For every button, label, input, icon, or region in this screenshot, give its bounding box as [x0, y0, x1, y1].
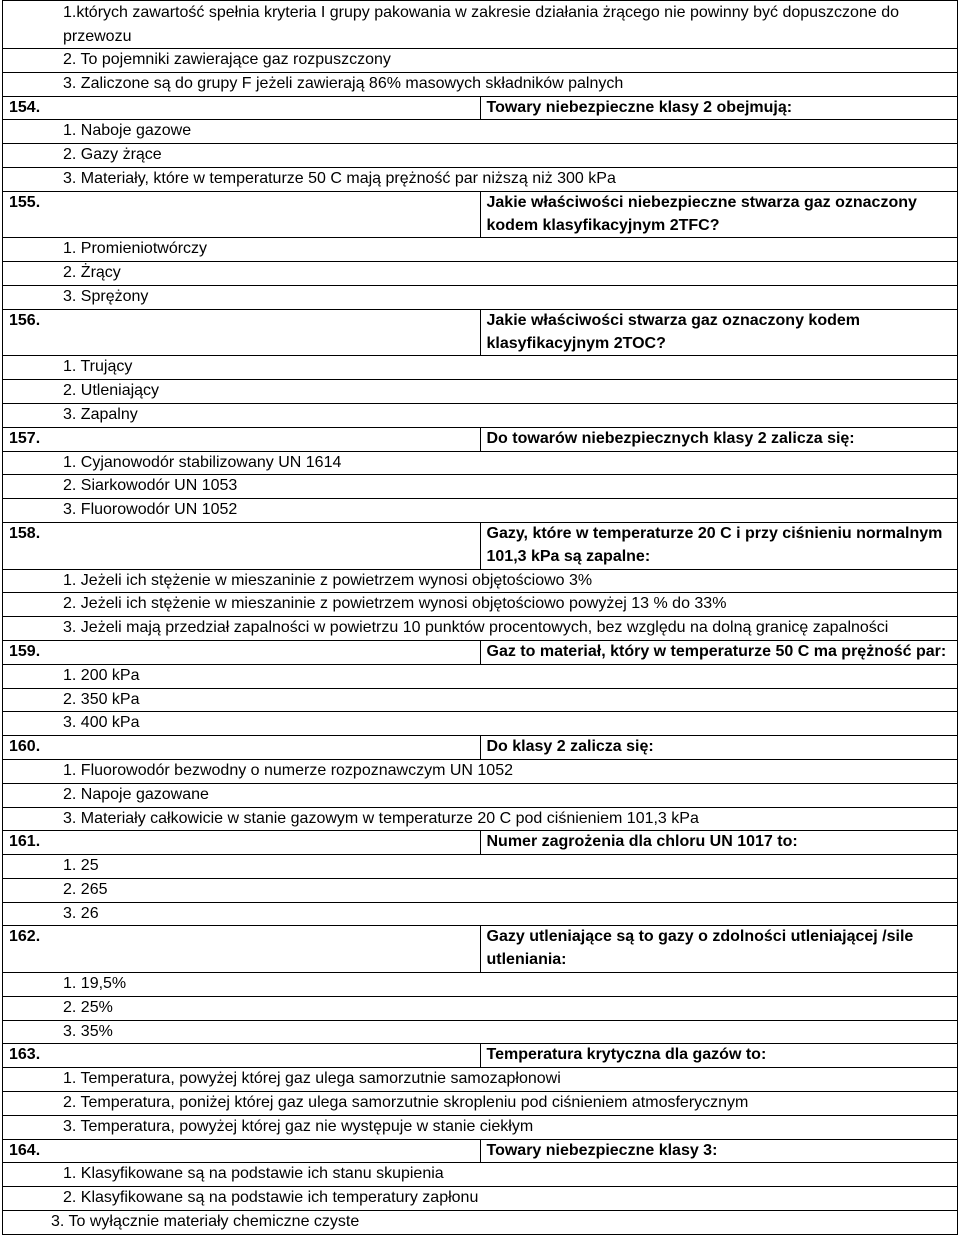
answer-row [3, 593, 958, 617]
answer-text: 1. Fluorowodór bezwodny o numerze rozpoznawczym UN 1052 [3, 759, 958, 783]
question-row [3, 522, 958, 569]
table-row [3, 49, 958, 73]
answer-text: 1. Klasyfikowane są na podstawie ich stanu skupienia [3, 1163, 958, 1187]
question-number: 157. [3, 427, 481, 451]
table-row [3, 72, 958, 96]
answer-text: 3. Zaliczone są do grupy F jeżeli zawierają 86% masowych składników palnych [3, 72, 958, 96]
question-text: Do towarów niebezpiecznych klasy 2 zalicza się: [480, 427, 958, 451]
answer-text: 1. Temperatura, powyżej której gaz ulega samorzutnie samozapłonowi [3, 1068, 958, 1092]
question-row [3, 640, 958, 664]
answer-text: 3. 400 kPa [3, 712, 958, 736]
answer-text: 1. Jeżeli ich stężenie w mieszaninie z powietrzem wynosi objętościowo 3% [3, 569, 958, 593]
question-row [3, 309, 958, 356]
answer-text: 2. Temperatura, poniżej której gaz ulega samorzutnie skropleniu pod ciśnieniem atmosferycznym [3, 1092, 958, 1116]
question-text: Towary niebezpieczne klasy 3: [480, 1139, 958, 1163]
answer-row [3, 783, 958, 807]
question-number: 154. [3, 96, 481, 120]
question-number: 158. [3, 522, 481, 569]
answer-text: 1. Naboje gazowe [3, 120, 958, 144]
answer-row [3, 356, 958, 380]
answer-text: 2. Siarkowodór UN 1053 [3, 475, 958, 499]
answer-text: 2. 265 [3, 878, 958, 902]
answer-row [3, 1187, 958, 1211]
answer-row [3, 167, 958, 191]
answer-row [3, 144, 958, 168]
answer-text: 2. Utleniający [3, 380, 958, 404]
answer-row [3, 499, 958, 523]
question-number: 160. [3, 736, 481, 760]
question-row [3, 1139, 958, 1163]
answer-text: 3. Materiały całkowicie w stanie gazowym w temperaturze 20 C pod ciśnieniem 101,3 kPa [3, 807, 958, 831]
answer-text: 3. Jeżeli mają przedział zapalności w powietrzu 10 punktów procentowych, bez względu na dolną granicę zapalności [3, 617, 958, 641]
question-row [3, 96, 958, 120]
answer-row [3, 902, 958, 926]
table-row [3, 1, 958, 49]
answer-row [3, 569, 958, 593]
question-text: Numer zagrożenia dla chloru UN 1017 to: [480, 831, 958, 855]
question-row [3, 1044, 958, 1068]
answer-text: 1. 25 [3, 855, 958, 879]
answer-text: 3. Temperatura, powyżej której gaz nie występuje w stanie ciekłym [3, 1115, 958, 1139]
answer-text: 1.których zawartość spełnia kryteria I grupy pakowania w zakresie działania żrącego nie powinny być dopuszczone do przewozu [3, 1, 958, 49]
question-row [3, 831, 958, 855]
answer-text: 2. To pojemniki zawierające gaz rozpuszczony [3, 49, 958, 73]
answer-text: 2. 25% [3, 996, 958, 1020]
answer-row [3, 996, 958, 1020]
answer-row [3, 120, 958, 144]
answer-row [3, 380, 958, 404]
answer-row [3, 262, 958, 286]
question-number: 161. [3, 831, 481, 855]
answer-text: 3. Materiały, które w temperaturze 50 C mają prężność par niższą niż 300 kPa [3, 167, 958, 191]
question-row [3, 427, 958, 451]
answer-text: 3. 35% [3, 1020, 958, 1044]
question-row [3, 926, 958, 973]
answer-row [3, 1115, 958, 1139]
question-text: Gaz to materiał, który w temperaturze 50 C ma prężność par: [480, 640, 958, 664]
answer-text: 3. Sprężony [3, 285, 958, 309]
question-text: Towary niebezpieczne klasy 2 obejmują: [480, 96, 958, 120]
question-text: Temperatura krytyczna dla gazów to: [480, 1044, 958, 1068]
answer-text: 1. Trujący [3, 356, 958, 380]
answer-row [3, 238, 958, 262]
answer-row [3, 617, 958, 641]
question-number: 155. [3, 191, 481, 238]
question-number: 164. [3, 1139, 481, 1163]
answer-text: 2. Klasyfikowane są na podstawie ich temperatury zapłonu [3, 1187, 958, 1211]
question-text: Jakie właściwości niebezpieczne stwarza gaz oznaczony kodem klasyfikacyjnym 2TFC? [480, 191, 958, 238]
question-text: Jakie właściwości stwarza gaz oznaczony kodem klasyfikacyjnym 2TOC? [480, 309, 958, 356]
question-number: 162. [3, 926, 481, 973]
answer-row [3, 1020, 958, 1044]
question-table [2, 0, 958, 1235]
question-text: Do klasy 2 zalicza się: [480, 736, 958, 760]
answer-row [3, 855, 958, 879]
answer-text: 1. 200 kPa [3, 664, 958, 688]
answer-row [3, 664, 958, 688]
answer-row [3, 973, 958, 997]
question-text: Gazy, które w temperaturze 20 C i przy ciśnieniu normalnym 101,3 kPa są zapalne: [480, 522, 958, 569]
question-row [3, 736, 958, 760]
answer-row [3, 807, 958, 831]
answer-text: 1. Cyjanowodór stabilizowany UN 1614 [3, 451, 958, 475]
answer-text: 2. Żrący [3, 262, 958, 286]
answer-row [3, 878, 958, 902]
question-text: Gazy utleniające są to gazy o zdolności utleniającej /sile utleniania: [480, 926, 958, 973]
question-number: 163. [3, 1044, 481, 1068]
answer-row [3, 403, 958, 427]
answer-row [3, 1211, 958, 1235]
answer-row [3, 688, 958, 712]
answer-row [3, 1163, 958, 1187]
answer-row [3, 1068, 958, 1092]
answer-text: 3. 26 [3, 902, 958, 926]
answer-row [3, 712, 958, 736]
answer-text: 2. Gazy żrące [3, 144, 958, 168]
answer-text: 3. Zapalny [3, 403, 958, 427]
question-number: 156. [3, 309, 481, 356]
answer-text: 2. Jeżeli ich stężenie w mieszaninie z powietrzem wynosi objętościowo powyżej 13 % do 33% [3, 593, 958, 617]
answer-row [3, 451, 958, 475]
answer-row [3, 1092, 958, 1116]
answer-text: 1. 19,5% [3, 973, 958, 997]
question-number: 159. [3, 640, 481, 664]
question-row [3, 191, 958, 238]
answer-text: 1. Promieniotwórczy [3, 238, 958, 262]
answer-text: 2. Napoje gazowane [3, 783, 958, 807]
answer-row [3, 285, 958, 309]
answer-row [3, 475, 958, 499]
answer-text: 3. Fluorowodór UN 1052 [3, 499, 958, 523]
answer-row [3, 759, 958, 783]
answer-text: 2. 350 kPa [3, 688, 958, 712]
answer-text: 3. To wyłącznie materiały chemiczne czyste [3, 1211, 958, 1235]
